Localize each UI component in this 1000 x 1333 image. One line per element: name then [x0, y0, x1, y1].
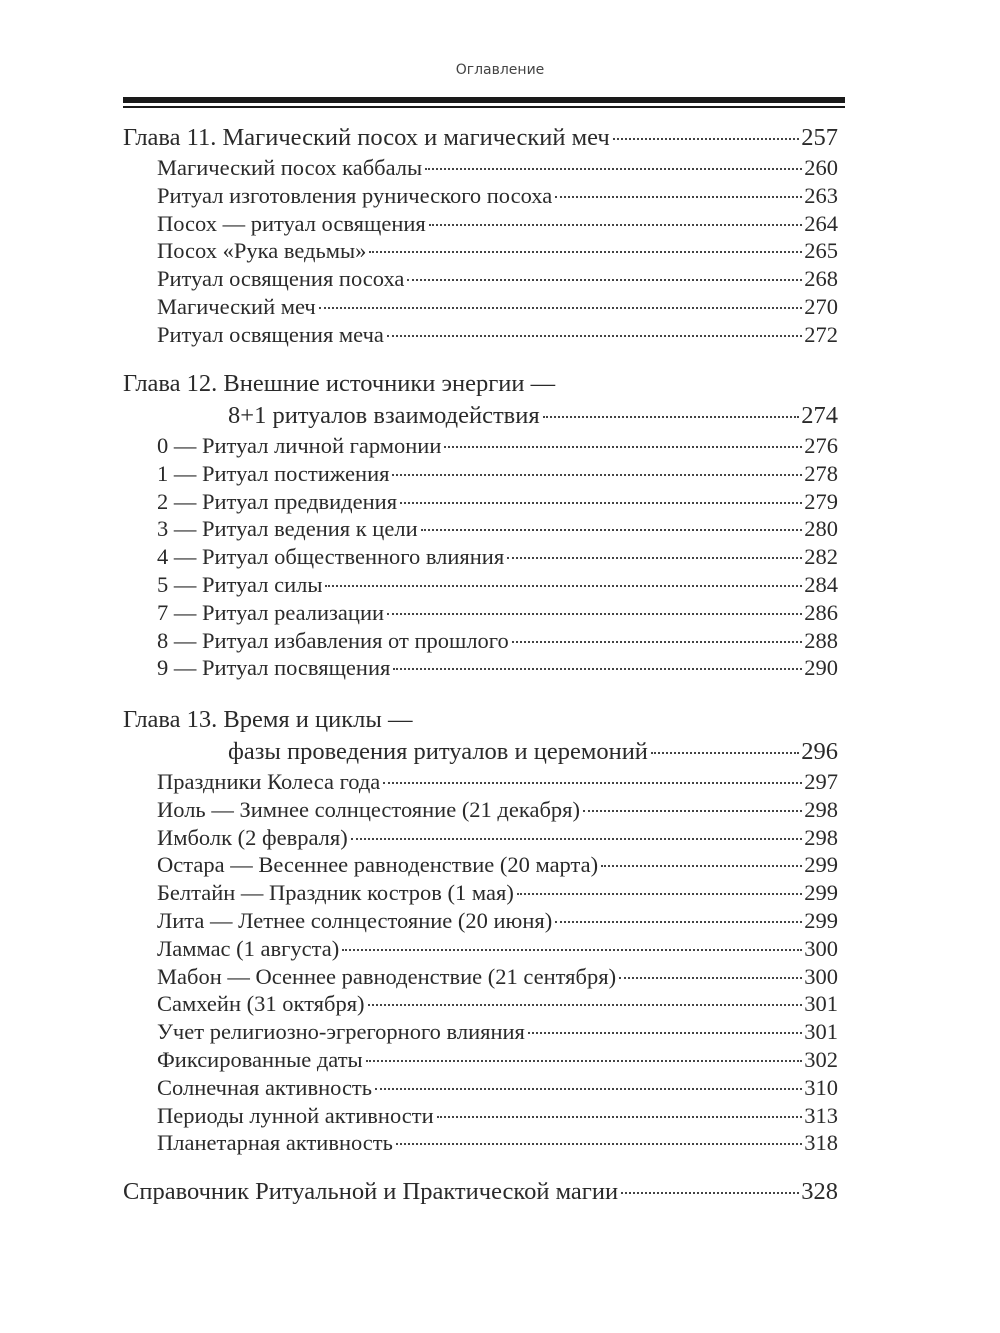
- page-number: 272: [804, 321, 838, 347]
- page-number: 300: [804, 963, 838, 989]
- toc-entry[interactable]: [123, 122, 838, 154]
- entry-title: Магический меч: [157, 293, 316, 319]
- entry-title: 1 — Ритуал постижения: [157, 460, 390, 486]
- dot-leader: [325, 585, 802, 587]
- toc-entry[interactable]: [123, 599, 838, 627]
- entry-title: Ритуал изготовления рунического посоха: [157, 182, 553, 208]
- dot-leader: [583, 810, 802, 812]
- dot-leader: [387, 335, 802, 337]
- entry-title: Остара — Весеннее равноденствие (20 марта): [157, 852, 599, 878]
- entry-title: Планетарная активность: [157, 1130, 393, 1156]
- page-number: 282: [804, 544, 838, 570]
- page-number: 279: [804, 488, 838, 514]
- entry-title: 3 — Ритуал ведения к цели: [157, 516, 418, 542]
- entry-title: Глава 12. Внешние источники энергии —: [123, 370, 556, 397]
- entry-title: Посох «Рука ведьмы»: [157, 238, 367, 264]
- dot-leader: [392, 474, 802, 476]
- entry-title: Самхейн (31 октября): [157, 991, 365, 1017]
- toc-entry[interactable]: [123, 571, 838, 599]
- page-number: 276: [804, 433, 838, 458]
- page-number: 286: [804, 599, 838, 625]
- dot-leader: [375, 1088, 802, 1090]
- page-number: 300: [804, 935, 838, 961]
- entry-title: фазы проведения ритуалов и церемоний: [228, 738, 648, 765]
- entry-title: Глава 11. Магический посох и магический меч: [123, 124, 610, 151]
- dot-leader: [555, 921, 802, 923]
- page-number: 298: [804, 824, 838, 850]
- dot-leader: [543, 416, 800, 418]
- dot-leader: [619, 977, 802, 979]
- page-number: 284: [804, 571, 838, 597]
- dot-leader: [621, 1192, 799, 1194]
- toc-entry[interactable]: [123, 400, 838, 432]
- page-number: 290: [804, 655, 838, 681]
- dot-leader: [400, 502, 802, 504]
- header-rule-thick: [123, 97, 845, 103]
- dot-leader: [613, 138, 800, 140]
- dot-leader: [393, 668, 802, 670]
- entry-title: Ламмас (1 августа): [157, 935, 340, 961]
- dot-leader: [319, 307, 803, 309]
- entry-title: 9 — Ритуал посвящения: [157, 655, 391, 681]
- toc-entry[interactable]: [123, 796, 838, 824]
- toc-entry[interactable]: [123, 543, 838, 571]
- toc-entry[interactable]: [123, 368, 838, 400]
- toc-entry[interactable]: [123, 907, 838, 935]
- entry-title: Имболк (2 февраля): [157, 824, 348, 850]
- entry-title: Посох — ритуал освящения: [157, 210, 426, 236]
- toc-chapter-12: [123, 368, 838, 682]
- page-number: 310: [804, 1074, 838, 1100]
- page-number: 313: [804, 1102, 838, 1128]
- toc-entry[interactable]: [123, 824, 838, 852]
- toc-entry[interactable]: [123, 515, 838, 543]
- dot-leader: [507, 557, 802, 559]
- toc-chapter-13: [123, 704, 838, 1157]
- toc-entry[interactable]: [123, 1018, 838, 1046]
- entry-title: 0 — Ритуал личной гармонии: [157, 433, 442, 458]
- entry-title: 5 — Ритуал силы: [157, 571, 323, 597]
- dot-leader: [444, 446, 802, 448]
- toc-entry[interactable]: [123, 237, 838, 265]
- entry-title: Лита — Летнее солнцестояние (20 июня): [157, 907, 553, 933]
- page-number: 280: [804, 516, 838, 542]
- toc-entry[interactable]: [123, 182, 838, 210]
- dot-leader: [555, 196, 802, 198]
- entry-title: Фиксированные даты: [157, 1046, 363, 1072]
- dot-leader: [366, 1060, 803, 1062]
- running-header: Оглавление: [455, 62, 545, 78]
- dot-leader: [601, 865, 802, 867]
- toc-entry[interactable]: [123, 488, 838, 516]
- page-number: 299: [804, 907, 838, 933]
- toc-entry[interactable]: [123, 432, 838, 460]
- page-number: 260: [804, 155, 838, 180]
- toc-entry[interactable]: [123, 990, 838, 1018]
- toc-entry[interactable]: [123, 736, 838, 768]
- entry-title: Справочник Ритуальной и Практической магии: [123, 1178, 619, 1205]
- toc-appendix: [123, 1176, 838, 1208]
- dot-leader: [517, 893, 802, 895]
- dot-leader: [429, 224, 802, 226]
- page-number: 296: [801, 738, 838, 765]
- page-number: 278: [804, 460, 838, 486]
- dot-leader: [387, 613, 802, 615]
- entry-title: Белтайн — Праздник костров (1 мая): [157, 880, 514, 906]
- entry-title: 7 — Ритуал реализации: [157, 599, 385, 625]
- toc-entry[interactable]: [123, 768, 838, 796]
- page-number: 299: [804, 852, 838, 878]
- entry-title: 8+1 ритуалов взаимодействия: [228, 402, 540, 429]
- page-number: 297: [804, 769, 838, 794]
- page-number: 257: [801, 124, 838, 151]
- entry-title: Периоды лунной активности: [157, 1102, 434, 1128]
- toc-entry[interactable]: [123, 265, 838, 293]
- page-number: 268: [804, 266, 838, 292]
- entry-title: Иоль — Зимнее солнцестояние (21 декабря): [157, 796, 580, 822]
- entry-title: Мабон — Осеннее равноденствие (21 сентября): [157, 963, 617, 989]
- dot-leader: [651, 752, 799, 754]
- entry-title: Ритуал освящения меча: [157, 321, 384, 347]
- toc-entry[interactable]: [123, 1129, 838, 1157]
- page-number: 263: [804, 182, 838, 208]
- page-number: 299: [804, 880, 838, 906]
- toc-entry[interactable]: [123, 210, 838, 238]
- entry-title: Магический посох каббалы: [157, 155, 423, 180]
- page-number: 301: [804, 991, 838, 1017]
- page-number: 264: [804, 210, 838, 236]
- page-number: 270: [804, 293, 838, 319]
- toc-entry[interactable]: [123, 851, 838, 879]
- toc-entry[interactable]: [123, 1176, 838, 1208]
- entry-title: Глава 13. Время и циклы —: [123, 706, 413, 733]
- toc-entry[interactable]: [123, 935, 838, 963]
- entry-title: 2 — Ритуал предвидения: [157, 488, 398, 514]
- dot-leader: [425, 168, 802, 170]
- toc-entry[interactable]: [123, 293, 838, 321]
- entry-title: 8 — Ритуал избавления от прошлого: [157, 627, 509, 653]
- page-number: 318: [804, 1130, 838, 1156]
- dot-leader: [437, 1116, 803, 1118]
- page-number: 328: [801, 1178, 838, 1205]
- page-number: 302: [804, 1046, 838, 1072]
- toc-entry[interactable]: [123, 154, 838, 182]
- toc-entry[interactable]: [123, 879, 838, 907]
- toc-entry[interactable]: [123, 654, 838, 682]
- page-number: 265: [804, 238, 838, 264]
- dot-leader: [421, 529, 803, 531]
- entry-title: 4 — Ритуал общественного влияния: [157, 544, 505, 570]
- header-rule-thin: [123, 106, 845, 108]
- toc-chapter-11: [123, 122, 838, 349]
- entry-title: Праздники Колеса года: [157, 769, 381, 794]
- toc-entry[interactable]: [123, 1046, 838, 1074]
- toc-entry[interactable]: [123, 460, 838, 488]
- dot-leader: [342, 949, 802, 951]
- toc-entry[interactable]: [123, 704, 838, 736]
- dot-leader: [407, 279, 802, 281]
- entry-title: Солнечная активность: [157, 1074, 373, 1100]
- dot-leader: [351, 838, 803, 840]
- dot-leader: [383, 782, 802, 784]
- toc-entry[interactable]: [123, 627, 838, 655]
- dot-leader: [512, 641, 803, 643]
- page-number: 301: [804, 1019, 838, 1045]
- toc-entry[interactable]: [123, 321, 838, 349]
- page-number: 288: [804, 627, 838, 653]
- dot-leader: [396, 1143, 802, 1145]
- page-number: 298: [804, 796, 838, 822]
- toc-entry[interactable]: [123, 963, 838, 991]
- dot-leader: [369, 251, 802, 253]
- page-number: 274: [801, 402, 838, 429]
- toc-entry[interactable]: [123, 1102, 838, 1130]
- dot-leader: [368, 1004, 803, 1006]
- toc-entry[interactable]: [123, 1074, 838, 1102]
- entry-title: Ритуал освящения посоха: [157, 266, 405, 292]
- entry-title: Учет религиозно-эгрегорного влияния: [157, 1019, 525, 1045]
- dot-leader: [528, 1032, 802, 1034]
